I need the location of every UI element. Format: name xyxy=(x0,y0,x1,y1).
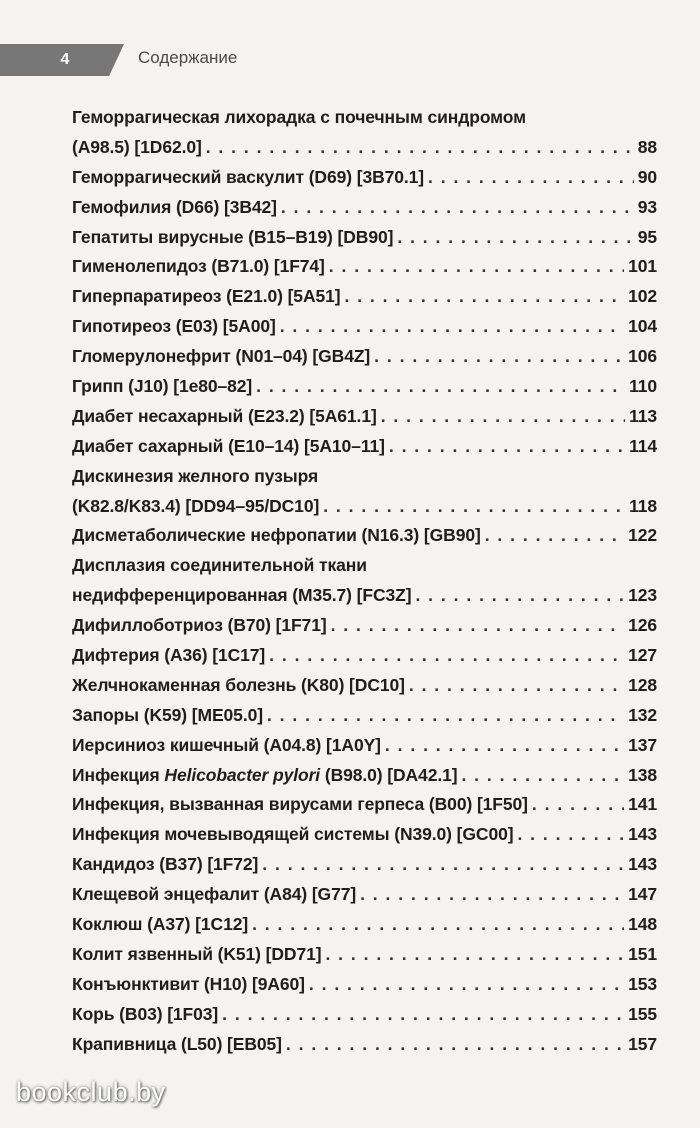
leader-dots xyxy=(415,581,624,611)
toc-entry-line xyxy=(72,880,657,910)
toc-entry-title: Диабет несахарный (E23.2) [5A61.1] xyxy=(72,405,377,426)
toc-entry xyxy=(72,611,657,641)
toc-entry-line xyxy=(72,581,657,611)
leader-dots xyxy=(532,790,624,820)
toc-page-number: 114 xyxy=(629,435,657,456)
toc-entry xyxy=(72,1000,657,1030)
page-number: 4 xyxy=(60,51,70,68)
toc-page-number: 143 xyxy=(628,854,657,875)
leader-dots xyxy=(286,1030,624,1060)
toc-page-number: 123 xyxy=(628,585,657,606)
toc-entry-line xyxy=(72,163,657,193)
watermark: bookclub.by xyxy=(16,1077,166,1107)
toc-page-number: 118 xyxy=(629,495,657,516)
toc-entry-line xyxy=(72,701,657,731)
leader-dots xyxy=(331,611,625,641)
leader-dots xyxy=(485,521,624,551)
toc-entry xyxy=(72,551,657,611)
toc-entry-line xyxy=(72,252,657,282)
toc-entry xyxy=(72,761,657,791)
toc-page-number: 113 xyxy=(629,405,657,426)
toc-page-number: 95 xyxy=(637,226,657,247)
leader-dots xyxy=(252,910,624,940)
toc-entry-title: Дискинезия желного пузыря xyxy=(72,465,319,486)
toc-page-number: 157 xyxy=(628,1033,657,1054)
leader-dots xyxy=(325,940,624,970)
leader-dots xyxy=(280,312,624,342)
toc-entry xyxy=(72,790,657,820)
toc-entry-title: Запоры (K59) [ME05.0] xyxy=(72,704,263,725)
leader-dots xyxy=(397,223,633,253)
toc-entry xyxy=(72,223,657,253)
leader-dots xyxy=(269,641,624,671)
toc-entry-title: Иерсиниоз кишечный (A04.8) [1A0Y] xyxy=(72,734,381,755)
toc-entry-line xyxy=(72,432,657,462)
toc-entry-title: Гименолепидоз (B71.0) [1F74] xyxy=(72,256,325,277)
toc-entry-line xyxy=(72,521,657,551)
leader-dots xyxy=(267,701,624,731)
toc-entry-line xyxy=(72,850,657,880)
toc-entry-line xyxy=(72,551,657,581)
toc-entry xyxy=(72,521,657,551)
toc-entry-line xyxy=(72,611,657,641)
toc-entry-title: Инфекция мочевыводящей системы (N39.0) [GC00] xyxy=(72,824,514,845)
leader-dots xyxy=(222,1000,624,1030)
toc-entry-line xyxy=(72,312,657,342)
toc-entry xyxy=(72,910,657,940)
toc-page-number: 101 xyxy=(628,256,657,277)
leader-dots xyxy=(374,342,624,372)
toc-entry-line xyxy=(72,940,657,970)
leader-dots xyxy=(461,761,624,791)
toc-entry-title: Клещевой энцефалит (A84) [G77] xyxy=(72,884,357,905)
toc-entry-title: Гипотиреоз (E03) [5A00] xyxy=(72,316,276,337)
toc-entry-title: Геморрагический васкулит (D69) [3B70.1] xyxy=(72,166,424,187)
toc-page-number: 122 xyxy=(628,525,657,546)
toc-page-number: 143 xyxy=(628,824,657,845)
leader-dots xyxy=(281,193,634,223)
toc-entry-line xyxy=(72,462,657,492)
toc-entry-title: Гемофилия (D66) [3B42] xyxy=(72,196,277,217)
toc-entry-line xyxy=(72,790,657,820)
toc-entry-title: Гепатиты вирусные (B15–B19) [DB90] xyxy=(72,226,394,247)
toc-entry-title: Желчнокаменная болезнь (K80) [DC10] xyxy=(72,674,405,695)
toc-entry xyxy=(72,432,657,462)
leader-dots xyxy=(323,492,625,522)
toc-entry-line xyxy=(72,282,657,312)
toc-entry xyxy=(72,820,657,850)
toc-entry-title: Инфекция Helicobacter pylori (B98.0) [DA42.1] xyxy=(72,764,458,785)
toc-page-number: 128 xyxy=(628,674,657,695)
toc-entry-title: Дифтерия (A36) [1C17] xyxy=(72,645,266,666)
toc-entry xyxy=(72,970,657,1000)
leader-dots xyxy=(389,432,625,462)
toc-entry xyxy=(72,880,657,910)
toc-entry-title: Гломерулонефрит (N01–04) [GB4Z] xyxy=(72,346,371,367)
toc-entry-title: Коклюш (A37) [1C12] xyxy=(72,914,249,935)
toc-page-number: 110 xyxy=(629,376,657,397)
toc-entry-line xyxy=(72,193,657,223)
toc-entry xyxy=(72,282,657,312)
leader-dots xyxy=(256,372,625,402)
toc-entry xyxy=(72,402,657,432)
toc-page-number: 90 xyxy=(637,166,657,187)
toc-entry-title: (K82.8/K83.4) [DD94–95/DC10] xyxy=(72,495,320,516)
toc-entry-title: Гиперпаратиреоз (E21.0) [5A51] xyxy=(72,286,341,307)
leader-dots xyxy=(517,820,624,850)
leader-dots xyxy=(262,850,624,880)
toc-entry-title: Конъюнктивит (H10) [9A60] xyxy=(72,973,305,994)
toc-entry xyxy=(72,850,657,880)
toc-entry-line xyxy=(72,402,657,432)
toc-entry xyxy=(72,372,657,402)
toc-entry-title: Диабет сахарный (E10–14) [5A10–11] xyxy=(72,435,385,456)
leader-dots xyxy=(409,671,624,701)
leader-dots xyxy=(344,282,624,312)
toc-page-number: 147 xyxy=(628,884,657,905)
toc-entry-title: (A98.5) [1D62.0] xyxy=(72,136,202,157)
toc-entry-title: Корь (B03) [1F03] xyxy=(72,1003,219,1024)
toc-entry-title: Крапивница (L50) [EB05] xyxy=(72,1033,282,1054)
toc-entry-line xyxy=(72,671,657,701)
leader-dots xyxy=(309,970,624,1000)
toc-entry xyxy=(72,701,657,731)
toc-entry-line xyxy=(72,342,657,372)
toc-page-number: 138 xyxy=(628,764,657,785)
leader-dots xyxy=(428,163,634,193)
toc-page-number: 153 xyxy=(628,973,657,994)
toc-entry xyxy=(72,731,657,761)
toc-page-number: 127 xyxy=(628,645,657,666)
toc-page-number: 88 xyxy=(637,136,657,157)
toc-entry-line xyxy=(72,1030,657,1060)
toc-entry-title: Грипп (J10) [1e80–82] xyxy=(72,376,253,397)
toc-entry xyxy=(72,312,657,342)
toc-page-number: 137 xyxy=(628,734,657,755)
toc-entry-line xyxy=(72,103,657,133)
toc-entry-line xyxy=(72,910,657,940)
toc-entry-title: Геморрагическая лихорадка с почечным синдромом xyxy=(72,107,526,127)
toc-page-number: 106 xyxy=(628,346,657,367)
leader-dots xyxy=(329,252,624,282)
toc-entry-title: Инфекция, вызванная вирусами герпеса (B00) [1F50] xyxy=(72,794,528,815)
toc-entry-line xyxy=(72,492,657,522)
toc-page-number: 155 xyxy=(628,1003,657,1024)
toc-page-number: 102 xyxy=(628,286,657,307)
leader-dots xyxy=(381,402,625,432)
toc-page-number: 104 xyxy=(628,316,657,337)
leader-dots xyxy=(385,731,624,761)
toc-entry-line xyxy=(72,731,657,761)
toc-entry-line xyxy=(72,1000,657,1030)
toc-entry-title: Кандидоз (B37) [1F72] xyxy=(72,854,259,875)
toc-page-number: 132 xyxy=(628,704,657,725)
table-of-contents xyxy=(72,103,657,1060)
toc-entry xyxy=(72,671,657,701)
toc-entry-title: Дифиллоботриоз (B70) [1F71] xyxy=(72,615,327,636)
toc-entry-line xyxy=(72,223,657,253)
toc-entry xyxy=(72,462,657,522)
toc-entry-line xyxy=(72,761,657,791)
toc-page-number: 126 xyxy=(628,615,657,636)
toc-entry-line xyxy=(72,641,657,671)
toc-entry xyxy=(72,252,657,282)
toc-entry xyxy=(72,103,657,163)
toc-entry-title: Дисметаболические нефропатии (N16.3) [GB90] xyxy=(72,525,481,546)
running-head: Содержание xyxy=(138,48,238,67)
toc-entry xyxy=(72,1030,657,1060)
toc-entry xyxy=(72,940,657,970)
toc-entry-line xyxy=(72,372,657,402)
toc-entry xyxy=(72,342,657,372)
toc-entry-title: недифференцированная (M35.7) [FC3Z] xyxy=(72,585,412,606)
toc-entry-title: Дисплазия соединительной ткани xyxy=(72,555,367,576)
toc-entry xyxy=(72,641,657,671)
toc-entry-line xyxy=(72,970,657,1000)
toc-entry xyxy=(72,193,657,223)
toc-page-number: 93 xyxy=(637,196,657,217)
toc-entry-line xyxy=(72,820,657,850)
toc-entry xyxy=(72,163,657,193)
toc-page-number: 148 xyxy=(628,914,657,935)
leader-dots xyxy=(360,880,624,910)
toc-entry-title: Колит язвенный (K51) [DD71] xyxy=(72,943,322,964)
leader-dots xyxy=(206,133,634,163)
toc-page-number: 151 xyxy=(628,943,657,964)
toc-entry-line xyxy=(72,133,657,163)
toc-page-number: 141 xyxy=(628,794,657,815)
